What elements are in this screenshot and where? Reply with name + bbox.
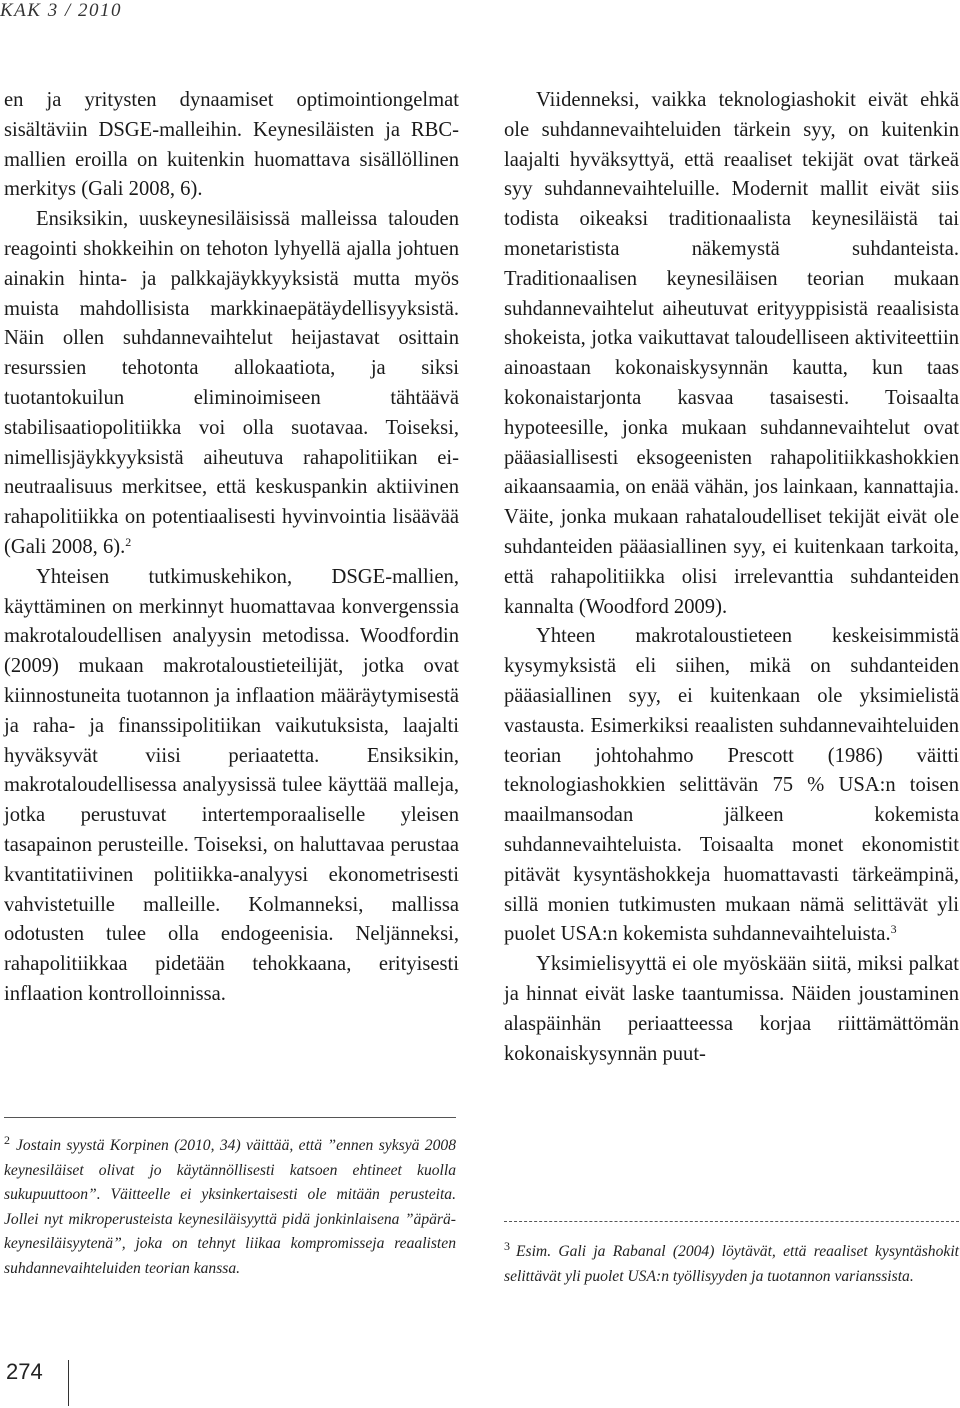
left-column xyxy=(4,86,459,1010)
footnote-divider xyxy=(4,1117,456,1118)
footnote-reference[interactable]: 2 xyxy=(125,534,132,549)
footnote-number: 3 xyxy=(504,1239,510,1253)
running-head: KAK 3 / 2010 xyxy=(0,0,122,21)
page-number-rule xyxy=(68,1360,69,1406)
paragraph-text: Yhteen makrotaloustieteen keskeisimmistä kysymyksistä eli siihen, mikä on suhdanteiden pääasiallinen syy, ei kuitenkaan ole yksimielistä vastausta. Esimerkiksi reaalisten suhdannevaihteluiden teorian johtohahmo Prescott (1986) väitti teknologiashokkien selittävän 75 % USA:n toisen maailmansodan jälkeen kokemista suhdannevaihteluista. Toisaalta monet ekonomistit pitävät kysyntäshokkeja huomattavasti tärkeämpinä, sillä monien tutkimusten mukaan nämä selittävät yli puolet USA:n kokemista suhdannevaihteluista. xyxy=(504,625,959,946)
paragraph xyxy=(4,205,459,563)
paragraph-text: en ja yritysten dynaamiset optimointiongelmat sisältäviin DSGE-malleihin. Keynesiläisten ja RBC-mallien eroilla on kuitenkin huomattava sisällöllinen merkitys (Gali 2008, 6). xyxy=(4,89,459,201)
page-number: 274 xyxy=(6,1359,43,1384)
paragraph xyxy=(504,86,959,622)
footnote-2 xyxy=(4,1128,456,1281)
footnote-number: 2 xyxy=(4,1133,10,1147)
paragraph-text: Yhteisen tutkimuskehikon, DSGE-mallien, käyttäminen on merkinnyt huomattavaa konvergenssia makrotaloudellisen analyysin metodissa. Woodfordin (2009) mukaan makrotaloustieteilijät, jotka ovat kiinnostuneita tuotannon ja inflaation määräytymisestä ja raha- ja finanssipolitiikan vaikutuksista, laajalti hyväksyvät viisi periaatetta. Ensiksikin, makrotaloudellisessa analyysissä tulee käyttää malleja, jotka perustuvat intertemporaaliselle yleisen tasapainon perusteille. Toiseksi, on haluttavaa perustaa kvantitatiivinen politiikka-analyysi ekonometrisesti vahvistetuille malleille. Kolmanneksi, mallissa odotusten tulee olla endogeenisia. Neljänneksi, rahapolitiikkaa pidetään tehokkaana, erityisesti inflaation kontrolloinnissa. xyxy=(4,565,459,1005)
paragraph xyxy=(4,563,459,1010)
paragraph xyxy=(4,86,459,205)
right-column xyxy=(504,86,959,1069)
footnote-text: Jostain syystä Korpinen (2010, 34) väittää, että ”ennen syksyä 2008 keynesiläiset olivat jo käytännöllisesti katsoen ehtineet kuolla sukupuuttoon”. Väitteelle ei yksinkertaisesti ole mitään perusteita. Jollei nyt mikroperusteista keynesiläisyyttä pidä jonkinlaisena ”äpärä-keynesiläisyytenä”, joka on tehnyt liikaa kompromisseja reaalisten suhdannevaihteluiden teorian kanssa. xyxy=(4,1137,456,1277)
paragraph-text: Viidenneksi, vaikka teknologiashokit eivät ehkä ole suhdannevaihteluiden tärkein syy, on kuitenkin laajalti hyväksyttyä, että reaaliset tekijät ovat tärkeä syy suhdannevaihteluille. Modernit mallit eivät siis todista oikeaksi traditionaalista keynesiläistä tai monetaristista näkemystä suhdanteista. Traditionaalisen keynesiläisen teorian mukaan suhdannevaihtelut aiheutuvat erityyppisistä reaalisista shokeista, jotka vaikuttavat taloudelliseen aktiviteettiin ainoastaan kokonaiskysynnän kautta, kun taas kokonaistarjonta kasvaa tasaisesti. Toisaalta hypoteesille, jonka mukaan suhdannevaihtelut ovat pääasiallisesti eksogeenisten rahapolitiikkashokkien aikaansaamia, on enää vähän, jos lainkaan, kannattajia. Väite, jonka mukaan rahataloudelliset tekijät eivät ole suhdanteiden pääasiallinen syy, ei kuitenkaan tarkoita, että rahapolitiikka olisi irrelevanttia suhdanteiden kannalta (Woodford 2009). xyxy=(504,89,959,618)
footnote-divider xyxy=(504,1221,959,1222)
paragraph xyxy=(504,950,959,1069)
paragraph-text: Yksimielisyyttä ei ole myöskään siitä, miksi palkat ja hinnat eivät laske taantumissa. Näiden joustaminen alaspäinhän periaatteessa korjaa riittämättömän kokonaiskysynnän puut- xyxy=(504,953,959,1065)
paragraph-text: Ensiksikin, uuskeynesiläisissä malleissa talouden reagointi shokkeihin on tehoton lyhyellä ajalla johtuen ainakin hinta- ja palkkajäykkyyksistä mutta myös muista mahdollisista markkinaepätäydellisyyksistä. Näin ollen suhdannevaihtelut heijastavat osittain resurssien tehotonta allokaatiota, ja siksi tuotantokuilun eliminoimiseen tähtäävä stabilisaatiopolitiikka voi olla suotavaa. Toiseksi, nimellisjäykkyyksistä aiheutuva rahapolitiikan ei-neutraalisuus merkitsee, että keskuspankin aktiivinen rahapolitiikka on potentiaalisesti hyvinvointia lisäävää (Gali 2008, 6). xyxy=(4,208,459,558)
paragraph xyxy=(504,622,959,950)
footnote-3 xyxy=(504,1234,959,1289)
footnote-reference[interactable]: 3 xyxy=(890,922,897,937)
footnote-text: Esim. Gali ja Rabanal (2004) löytävät, että reaaliset kysyntäshokit selittävät yli puolet USA:n työllisyyden ja tuotannon varianssista. xyxy=(504,1243,959,1285)
